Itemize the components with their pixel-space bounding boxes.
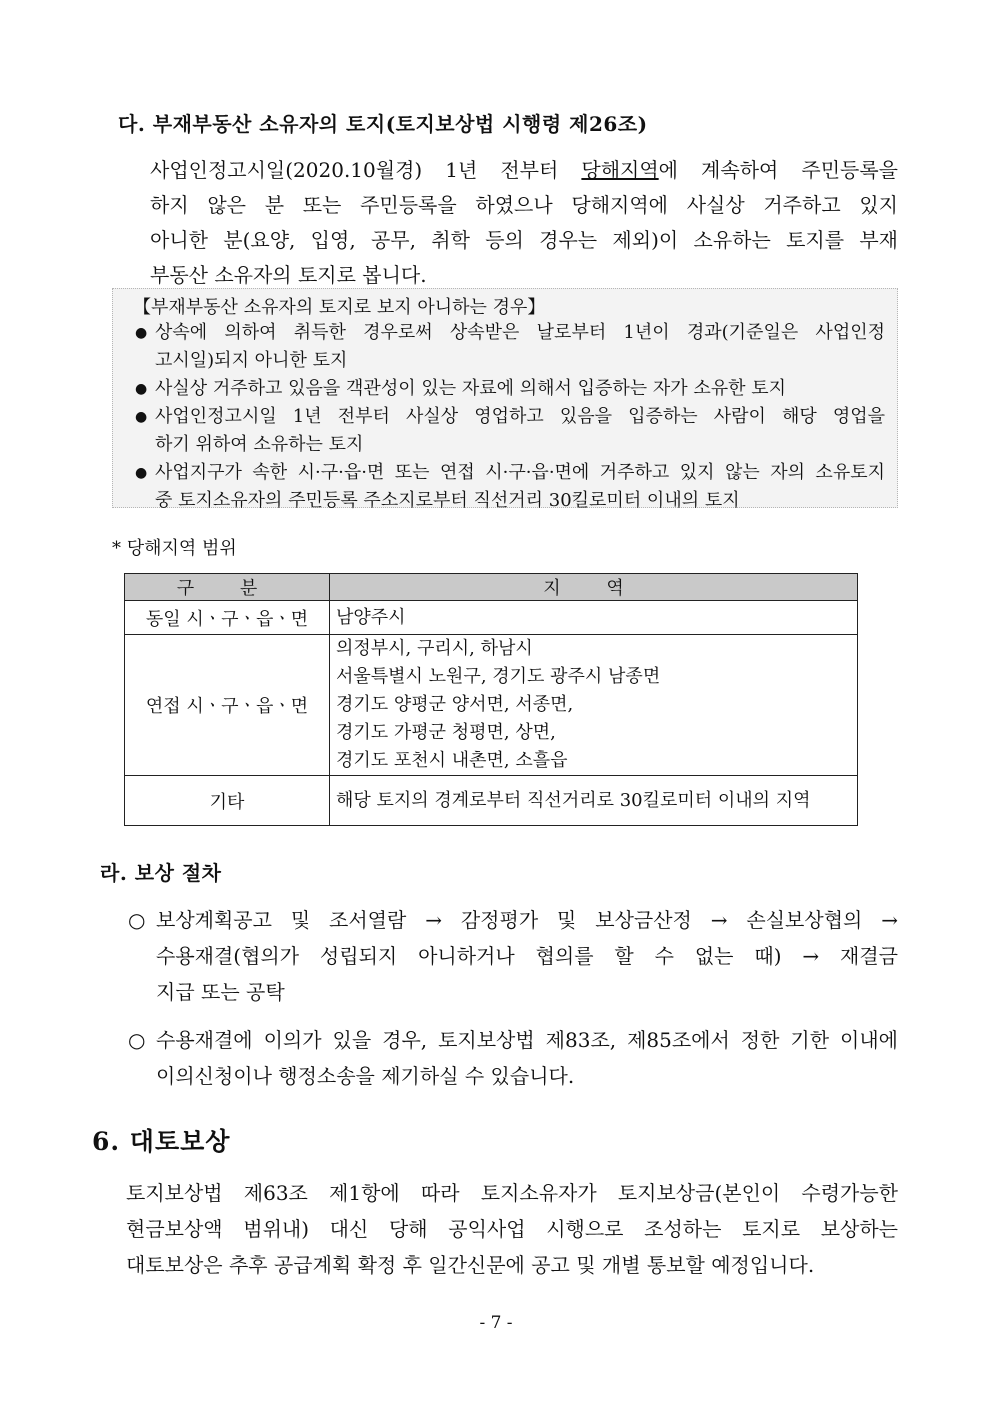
section-da-paragraph [150,153,898,293]
row-value: 남양주시 [330,601,858,635]
para-line-1: 사업인정고시일(2020.10월경) 1년 전부터 당해지역에 계속하여 주민등록을 [150,158,898,182]
underlined-term: 당해지역 [581,158,659,182]
header-category: 구 분 [125,574,330,601]
list-item: ● 사실상 거주하고 있음을 객관성이 있는 자료에 의해서 입증하는 자가 소유한 토지 [129,375,885,403]
circle-bullet-icon: ○ [128,908,146,932]
region-table [124,573,858,826]
row-value: 의정부시, 구리시, 하남시 서울특별시 노원구, 경기도 광주시 남종면 경기도 양평군 양서면, 서종면, 경기도 가평군 청평면, 상면, 경기도 포천시 내촌면, 소흘읍 [330,635,858,776]
row-category: 동일 시ㆍ구ㆍ읍ㆍ면 [125,601,330,635]
bullet-icon: ● [135,381,148,397]
table-row [125,635,858,776]
list-item: ● 상속에 의하여 취득한 경우로써 상속받은 날로부터 1년이 경과(기준일은 사업인정 고시일)되지 아니한 토지 [129,319,885,375]
exception-list [129,319,885,515]
exception-box [112,288,898,511]
para-line-3: 아니한 분(요양, 입영, 공무, 취학 등의 경우는 제외)이 소유하는 토지를 부재 [150,228,898,252]
table-row [125,601,858,635]
para-line-2: 하지 않은 분 또는 주민등록을 하였으나 당해지역에 사실상 거주하고 있지 [150,193,898,217]
bullet-icon: ● [135,465,148,481]
list-item: ● 사업지구가 속한 시·구·읍·면 또는 연접 시·구·읍·면에 거주하고 있지 않는 자의 소유토지 중 토지소유자의 주민등록 주소지로부터 직선거리 30킬로미터 이내의 토지 [129,459,885,515]
bullet-icon: ● [135,409,148,425]
objection-item: ○ 수용재결에 이의가 있을 경우, 토지보상법 제83조, 제85조에서 정한 기한 이내에 이의신청이나 행정소송을 제기하실 수 있습니다. [128,1022,898,1094]
region-range-note: * 당해지역 범위 [112,538,237,559]
section-ra-heading: 라. 보상 절차 [100,861,222,885]
bullet-icon: ● [135,325,148,341]
page-number: - 7 - [479,1313,513,1333]
table-header-row [125,574,858,601]
table-row [125,776,858,826]
row-value: 해당 토지의 경계로부터 직선거리로 30킬로미터 이내의 지역 [330,776,858,826]
para-line-4: 부동산 소유자의 토지로 봅니다. [150,263,427,287]
list-item: ● 사업인정고시일 1년 전부터 사실상 영업하고 있음을 입증하는 사람이 해당 영업을 하기 위하여 소유하는 토지 [129,403,885,459]
circle-bullet-icon: ○ [128,1028,146,1052]
section-da-heading: 다. 부재부동산 소유자의 토지(토지보상법 시행령 제26조) [118,112,648,136]
section-6-heading: 6. 대토보상 [92,1127,231,1156]
header-region: 지 역 [330,574,858,601]
row-category: 연접 시ㆍ구ㆍ읍ㆍ면 [125,635,330,776]
section-6-paragraph: 토지보상법 제63조 제1항에 따라 토지소유자가 토지보상금(본인이 수령가능한 현금보상액 범위내) 대신 당해 공익사업 시행으로 조성하는 토지로 보상하는 대토보상은 추후 공급계획 확정 후 일간신문에 공고 및 개별 통보할 예정입니다. [126,1181,898,1277]
row-category: 기타 [125,776,330,826]
procedure-item: ○ 보상계획공고 및 조서열람 → 감정평가 및 보상금산정 → 손실보상협의 → 수용재결(협의가 성립되지 아니하거나 협의를 할 수 없는 때) → 재결금 지급 또는 공탁 [128,902,898,1010]
exception-box-title: 【부재부동산 소유자의 토지로 보지 아니하는 경우】 [133,297,546,318]
